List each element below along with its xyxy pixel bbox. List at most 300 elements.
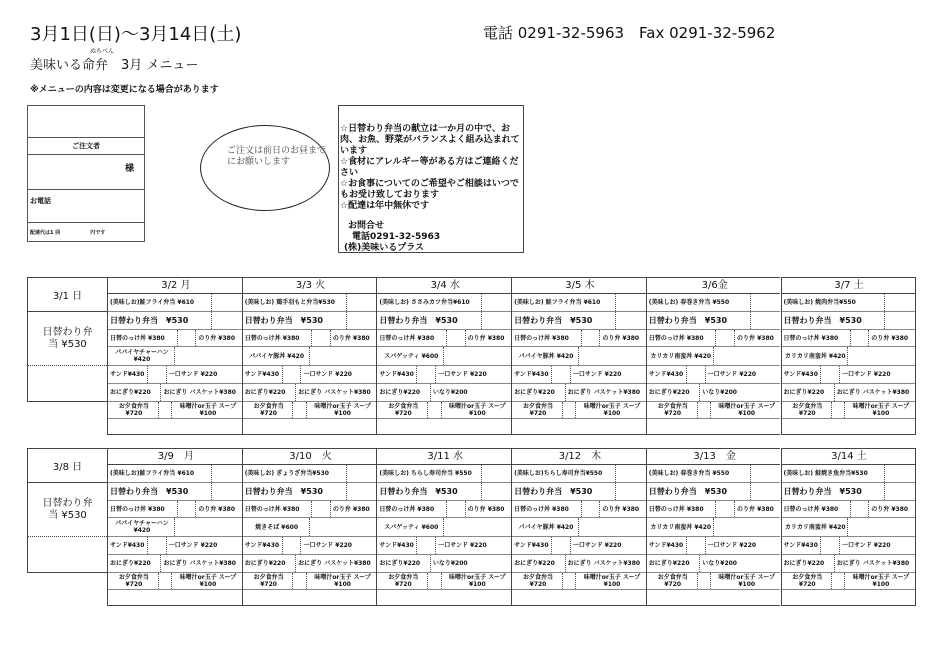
menu-item: 3/5 木 — [565, 280, 595, 291]
empty-cell — [482, 483, 511, 500]
menu-item: サンド¥430 — [782, 366, 822, 383]
empty-cell — [283, 537, 302, 554]
empty-cell — [178, 330, 197, 346]
menu-row — [377, 294, 511, 312]
menu-item: 日替のっけ丼 ¥380 — [377, 330, 447, 346]
menu-row — [647, 366, 781, 384]
menu-row — [512, 294, 646, 312]
orderer-label: ご注文者 — [28, 138, 144, 155]
menu-item: 味噌汁or玉子 スープ ¥100 — [718, 574, 775, 588]
menu-item: おにぎり バスケット¥380 — [163, 560, 236, 567]
menu-row — [512, 330, 646, 347]
menu-row — [782, 419, 915, 434]
menu-item: おにぎり¥220 — [243, 555, 296, 572]
empty-cell — [212, 294, 241, 311]
day-column — [511, 277, 646, 435]
menu-item: (美味しお) 鮭フライ弁当 ¥610 — [512, 294, 616, 311]
day-column — [376, 448, 511, 606]
menu-row — [512, 465, 646, 483]
menu-item: おにぎり¥220 — [512, 384, 565, 401]
menu-row — [108, 419, 242, 434]
menu-item: 3/6金 — [701, 280, 728, 291]
menu-row — [782, 384, 915, 402]
menu-item: サンド¥430 — [377, 537, 417, 554]
menu-item: 3/7 土 — [834, 280, 864, 291]
menu-row — [108, 573, 242, 590]
empty-cell — [647, 590, 781, 605]
empty-cell — [347, 465, 376, 482]
menu-row — [243, 483, 377, 501]
menu-item: スパゲッティ ¥600 — [377, 518, 444, 536]
empty-cell — [821, 537, 840, 554]
empty-cell — [552, 537, 571, 554]
menu-item: おにぎり¥220 — [782, 555, 835, 572]
day-header — [512, 278, 646, 294]
menu-item: 日替わり弁当 ¥530 — [108, 312, 212, 329]
info-line: ☆配達は年中無休です — [340, 201, 430, 211]
empty-cell — [885, 465, 914, 482]
empty-cell — [687, 537, 706, 554]
menu-item: 味噌汁or玉子 スープ ¥100 — [179, 574, 237, 588]
menu-item: 日替わり弁当 ¥530 — [377, 312, 481, 329]
menu-row — [782, 366, 915, 384]
menu-item: (美味しお)ちらし寿司弁当¥550 — [512, 465, 616, 482]
menu-row — [377, 330, 511, 347]
menu-row — [647, 590, 781, 605]
menu-row — [243, 501, 377, 518]
empty-cell — [178, 501, 197, 517]
delivery-label: 配達代は1 回 — [30, 230, 61, 236]
menu-row — [108, 347, 242, 366]
menu-item: 日替のっけ丼 ¥380 — [647, 501, 717, 517]
menu-item: 日替わり弁当 ¥530 — [782, 483, 886, 500]
empty-cell — [563, 573, 576, 589]
empty-cell — [582, 501, 601, 517]
empty-cell — [108, 590, 242, 605]
menu-item: おにぎり¥220 — [647, 384, 700, 401]
empty-cell — [212, 483, 241, 500]
menu-item: サンド¥430 — [243, 537, 283, 554]
empty-cell — [885, 483, 914, 500]
menu-row — [108, 465, 242, 483]
empty-cell — [714, 518, 781, 536]
menu-row — [512, 419, 646, 434]
menu-row — [782, 312, 915, 330]
empty-cell — [616, 465, 645, 482]
empty-cell — [243, 590, 377, 605]
menu-row — [243, 294, 377, 312]
menu-item: のり弁 ¥380 — [602, 505, 640, 513]
day-column — [781, 448, 916, 606]
empty-cell — [377, 419, 511, 434]
empty-cell — [851, 501, 870, 517]
menu-row — [512, 518, 646, 537]
empty-cell — [832, 573, 845, 589]
day-column — [107, 448, 242, 606]
menu-item: 日替わり弁当 ¥530 — [377, 483, 481, 500]
menu-item: 日替わり弁当 ¥530 — [512, 483, 616, 500]
empty-cell — [377, 590, 511, 605]
empty-cell — [579, 347, 646, 365]
day-header — [782, 449, 915, 465]
menu-row — [108, 384, 242, 402]
menu-item: カリカリ南蛮丼 ¥420 — [782, 518, 849, 536]
day-column — [646, 277, 781, 435]
empty-cell — [417, 537, 436, 554]
menu-item: 一口サンド ¥220 — [707, 542, 757, 549]
menu-item: (美味しお) 鶏手羽もと弁当¥530 — [243, 294, 347, 311]
phone-label: お電話 — [30, 197, 51, 205]
menu-row — [243, 465, 377, 483]
menu-item: 味噌汁or玉子 スープ ¥100 — [314, 403, 371, 417]
empty-cell — [293, 573, 306, 589]
menu-item: のり弁 ¥380 — [332, 505, 370, 513]
menu-row — [512, 573, 646, 590]
menu-item: のり弁 ¥380 — [198, 505, 236, 513]
empty-cell — [647, 419, 781, 434]
menu-item: おにぎり¥220 — [243, 384, 296, 401]
menu-item: 日替のっけ丼 ¥380 — [243, 330, 313, 346]
menu-row — [782, 465, 915, 483]
menu-item: 3/13 金 — [693, 451, 736, 462]
menu-row — [647, 330, 781, 347]
menu-item: おにぎり バスケット¥380 — [836, 560, 910, 567]
menu-item: (美味しお) ささみカツ弁当¥610 — [377, 294, 481, 311]
empty-cell — [310, 347, 377, 365]
menu-row — [647, 501, 781, 518]
menu-item: 3/10 火 — [289, 451, 332, 462]
menu-item: 一口サンド ¥220 — [842, 371, 891, 378]
menu-row — [512, 402, 646, 419]
phone-field[interactable] — [28, 190, 144, 223]
empty-cell — [347, 312, 376, 329]
menu-row — [512, 384, 646, 402]
menu-item: 焼きそば ¥600 — [243, 518, 310, 536]
day-column — [646, 448, 781, 606]
menu-item: おにぎり¥220 — [377, 555, 430, 572]
menu-item: 一口サンド ¥220 — [707, 371, 757, 378]
menu-row — [782, 537, 915, 555]
menu-item: 日替わり弁当 ¥530 — [108, 483, 212, 500]
sunday-date: 3/1 日 — [28, 278, 107, 312]
empty-cell — [312, 330, 331, 346]
menu-item: 味噌汁or玉子 スープ ¥100 — [852, 574, 910, 588]
menu-row — [243, 555, 377, 573]
empty-cell — [293, 402, 306, 418]
menu-row — [377, 537, 511, 555]
menu-row — [243, 384, 377, 402]
menu-item: のり弁 ¥380 — [871, 505, 909, 513]
sunday-daily-bento: 日替わり弁当 ¥530 — [28, 312, 107, 366]
empty-cell — [447, 330, 466, 346]
menu-item: カリカリ南蛮丼 ¥420 — [647, 347, 714, 365]
menu-row — [377, 366, 511, 384]
menu-row — [243, 312, 377, 330]
menu-item: サンド¥430 — [377, 366, 417, 383]
day-header — [377, 449, 511, 465]
empty-cell — [848, 518, 915, 536]
menu-item: のり弁 ¥380 — [737, 334, 774, 342]
menu-item: お夕食弁当 ¥720 — [782, 573, 833, 589]
menu-item: パパイヤチャーハン ¥420 — [108, 347, 175, 365]
menu-item: 一口サンド ¥220 — [303, 542, 352, 549]
menu-item: お夕食弁当 ¥720 — [782, 402, 833, 418]
menu-row — [782, 294, 915, 312]
menu-item: 一口サンド ¥220 — [438, 371, 487, 378]
menu-item: (美味しお) ちらし寿司弁当 ¥550 — [377, 465, 481, 482]
menu-item: (美味しお)鮭フライ弁当 ¥610 — [108, 294, 212, 311]
menu-item: お夕食弁当 ¥720 — [243, 402, 294, 418]
menu-row — [512, 537, 646, 555]
menu-item: 3/12 木 — [558, 451, 602, 462]
menu-item: 3/4 水 — [430, 280, 460, 291]
menu-item: 味噌汁or玉子 スープ ¥100 — [583, 403, 641, 417]
empty-cell — [148, 366, 167, 383]
menu-item: パパイヤ豚丼 ¥420 — [512, 347, 579, 365]
empty-cell — [782, 419, 915, 434]
empty-cell — [512, 590, 646, 605]
sunday-date: 3/8 日 — [28, 449, 107, 483]
menu-item: のり弁 ¥380 — [198, 334, 236, 342]
menu-item: サンド¥430 — [243, 366, 283, 383]
empty-cell — [108, 419, 242, 434]
menu-row — [108, 483, 242, 501]
empty-cell — [687, 366, 706, 383]
sama-label: 様 — [124, 164, 134, 174]
menu-row — [377, 518, 511, 537]
empty-cell — [512, 419, 646, 434]
empty-cell — [347, 294, 376, 311]
menu-item: 日替わり弁当 ¥530 — [782, 312, 886, 329]
empty-cell — [447, 501, 466, 517]
menu-row — [782, 402, 915, 419]
empty-cell — [616, 483, 645, 500]
empty-cell — [751, 483, 780, 500]
menu-item: 日替のっけ丼 ¥380 — [512, 501, 582, 517]
empty-cell — [159, 573, 172, 589]
menu-row — [108, 518, 242, 537]
menu-row — [647, 312, 781, 330]
menu-row — [377, 347, 511, 366]
empty-cell — [243, 419, 377, 434]
menu-row — [647, 483, 781, 501]
menu-item: 日替のっけ丼 ¥380 — [647, 330, 717, 346]
menu-item: 味噌汁or玉子 スープ ¥100 — [449, 403, 506, 417]
menu-row — [243, 330, 377, 347]
empty-cell — [698, 402, 711, 418]
menu-row — [647, 573, 781, 590]
yen-label: 円です — [90, 230, 106, 236]
menu-item: 一口サンド ¥220 — [168, 542, 218, 549]
menu-item: 日替わり弁当 ¥530 — [647, 312, 751, 329]
menu-row — [243, 518, 377, 537]
contact-phone: 電話0291-32-5963 — [352, 232, 441, 242]
empty-cell — [848, 347, 915, 365]
menu-item: 日替わり弁当 ¥530 — [243, 312, 347, 329]
menu-item: 味噌汁or玉子 スープ ¥100 — [583, 574, 641, 588]
empty-cell — [582, 330, 601, 346]
menu-row — [647, 402, 781, 419]
empty-cell — [579, 518, 646, 536]
change-notice: ※メニューの内容は変更になる場合があります — [30, 85, 219, 95]
menu-item: のり弁 ¥380 — [467, 334, 505, 342]
menu-item: パパイヤ豚丼 ¥420 — [512, 518, 579, 536]
menu-subtitle: 美味いる命弁 3月 メニュー — [30, 58, 199, 73]
menu-row — [108, 537, 242, 555]
day-header — [108, 449, 242, 465]
menu-row — [647, 347, 781, 366]
menu-item: サンド¥430 — [647, 537, 687, 554]
company-name: (株)美味いるプラス — [344, 243, 424, 253]
menu-item: おにぎり¥220 — [108, 555, 161, 572]
menu-item: おにぎり¥220 — [512, 555, 565, 572]
sunday-blank — [28, 366, 107, 401]
menu-item: サンド¥430 — [108, 366, 148, 383]
day-column — [107, 277, 242, 435]
empty-cell — [482, 312, 511, 329]
menu-item: 味噌汁or玉子 スープ ¥100 — [179, 403, 237, 417]
empty-cell — [347, 483, 376, 500]
menu-item: お夕食弁当 ¥720 — [512, 402, 563, 418]
orderer-name-field[interactable] — [28, 155, 144, 190]
menu-item: 日替わり弁当 ¥530 — [512, 312, 616, 329]
menu-item: 一口サンド ¥220 — [572, 542, 622, 549]
menu-row — [108, 555, 242, 573]
empty-cell — [751, 312, 780, 329]
empty-cell — [563, 402, 576, 418]
menu-item: 味噌汁or玉子 スープ ¥100 — [449, 574, 506, 588]
empty-cell — [444, 518, 511, 536]
empty-cell — [851, 330, 870, 346]
menu-item: お夕食弁当 ¥720 — [108, 573, 159, 589]
menu-item: おにぎり バスケット¥380 — [298, 389, 371, 396]
menu-item: 日替わり弁当 ¥530 — [647, 483, 751, 500]
menu-row — [647, 294, 781, 312]
date-column — [27, 448, 107, 573]
menu-row — [782, 573, 915, 590]
menu-item: お夕食弁当 ¥720 — [108, 402, 159, 418]
day-header — [108, 278, 242, 294]
menu-item: (美味しお) 鮭焼き魚弁当¥530 — [782, 465, 886, 482]
sunday-daily-bento: 日替わり弁当 ¥530 — [28, 483, 107, 537]
empty-cell — [552, 366, 571, 383]
menu-row — [108, 590, 242, 605]
menu-item: 日替のっけ丼 ¥380 — [512, 330, 582, 346]
menu-item: 日替のっけ丼 ¥380 — [108, 330, 178, 346]
menu-item: おにぎり バスケット¥380 — [163, 389, 236, 396]
menu-item: カリカリ南蛮丼 ¥420 — [647, 518, 714, 536]
empty-cell — [212, 312, 241, 329]
menu-item: 3/2 月 — [161, 280, 191, 291]
menu-row — [512, 483, 646, 501]
menu-item: いなり¥200 — [432, 560, 468, 567]
menu-item: (美味しお) 春巻き弁当 ¥550 — [647, 294, 751, 311]
menu-item: 3/3 火 — [295, 280, 326, 291]
menu-row — [377, 465, 511, 483]
menu-item: サンド¥430 — [108, 537, 148, 554]
phone-fax: 電話 0291-32-5963 Fax 0291-32-5962 — [483, 24, 776, 42]
menu-row — [243, 590, 377, 605]
order-blank[interactable] — [28, 106, 144, 138]
menu-item: パパイヤ豚丼 ¥420 — [243, 347, 310, 365]
menu-item: のり弁 ¥380 — [467, 505, 505, 513]
date-column — [27, 277, 107, 402]
sunday-blank — [28, 537, 107, 572]
menu-item: 日替のっけ丼 ¥380 — [108, 501, 178, 517]
menu-item: サンド¥430 — [512, 537, 552, 554]
menu-row — [512, 347, 646, 366]
menu-item: お夕食弁当 ¥720 — [377, 402, 428, 418]
menu-item: おにぎり バスケット¥380 — [298, 560, 371, 567]
menu-row — [647, 384, 781, 402]
menu-item: いなり¥200 — [702, 560, 737, 567]
day-column — [242, 448, 377, 606]
empty-cell — [482, 294, 511, 311]
empty-cell — [417, 366, 436, 383]
menu-row — [377, 384, 511, 402]
menu-row — [782, 518, 915, 537]
menu-item: (美味しお) 春巻き弁当 ¥550 — [647, 465, 751, 482]
empty-cell — [832, 402, 845, 418]
menu-item: 日替のっけ丼 ¥380 — [782, 330, 851, 346]
menu-row — [377, 590, 511, 605]
menu-item: のり弁 ¥380 — [602, 334, 640, 342]
menu-row — [243, 347, 377, 366]
menu-item: のり弁 ¥380 — [737, 505, 774, 513]
menu-item: (美味しお) ぎょうざ弁当¥530 — [243, 465, 347, 482]
menu-row — [108, 312, 242, 330]
menu-item: お夕食弁当 ¥720 — [512, 573, 563, 589]
menu-item: カリカリ南蛮丼 ¥420 — [782, 347, 849, 365]
menu-row — [512, 366, 646, 384]
menu-row — [108, 501, 242, 518]
menu-row — [512, 555, 646, 573]
menu-item: いなり¥200 — [432, 389, 468, 396]
menu-item: パパイヤチャーハン ¥420 — [108, 518, 175, 536]
menu-row — [377, 501, 511, 518]
menu-row — [647, 555, 781, 573]
day-header — [243, 449, 377, 465]
menu-row — [782, 590, 915, 605]
menu-item: おにぎり¥220 — [647, 555, 700, 572]
empty-cell — [616, 312, 645, 329]
menu-row — [243, 573, 377, 590]
menu-item: 日替のっけ丼 ¥380 — [377, 501, 447, 517]
menu-item: サンド¥430 — [647, 366, 687, 383]
menu-row — [782, 483, 915, 501]
menu-row — [647, 537, 781, 555]
empty-cell — [428, 573, 441, 589]
empty-cell — [310, 518, 377, 536]
menu-item: 日替のっけ丼 ¥380 — [243, 501, 313, 517]
info-box — [338, 105, 524, 253]
menu-item: (美味しお) 焼肉弁当¥550 — [782, 294, 886, 311]
order-form — [27, 105, 145, 242]
menu-item: おにぎり バスケット¥380 — [836, 389, 910, 396]
day-header — [782, 278, 915, 294]
menu-item: おにぎり¥220 — [782, 384, 835, 401]
empty-cell — [148, 537, 167, 554]
empty-cell — [698, 573, 711, 589]
menu-item: スパゲッティ ¥600 — [377, 347, 444, 365]
empty-cell — [751, 294, 780, 311]
empty-cell — [175, 518, 242, 536]
menu-row — [108, 366, 242, 384]
day-column — [242, 277, 377, 435]
menu-item: サンド¥430 — [782, 537, 822, 554]
menu-row — [512, 501, 646, 518]
empty-cell — [312, 501, 331, 517]
